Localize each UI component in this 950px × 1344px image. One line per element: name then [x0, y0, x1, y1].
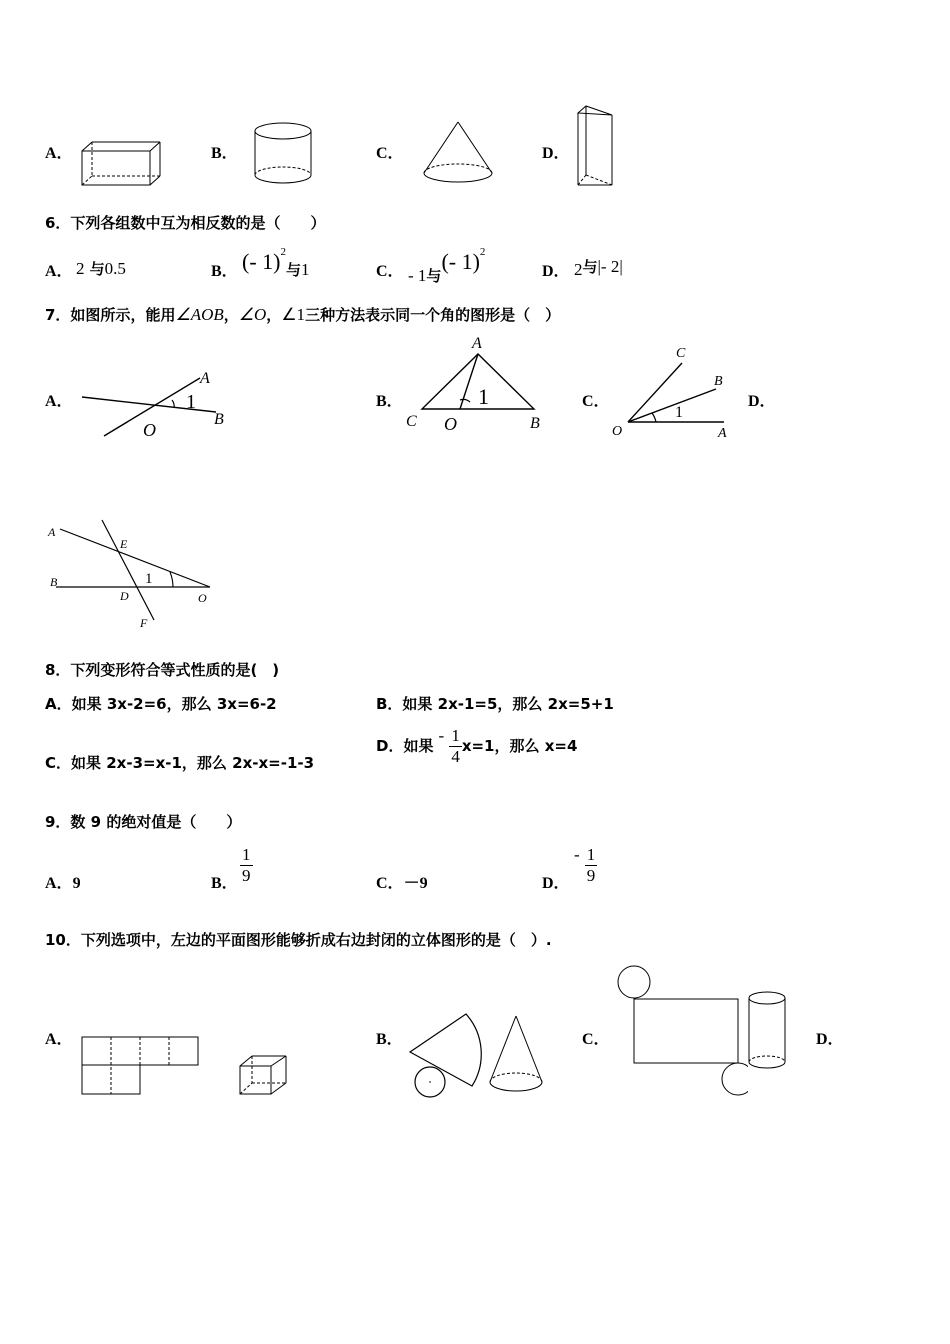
q9-b-num: 1 — [242, 845, 251, 864]
q7-option-c-label[interactable]: C． — [582, 393, 610, 410]
q7b-label-1: 1 — [478, 384, 489, 409]
q7-stem-angle-o: ∠O — [238, 305, 267, 324]
q6-c-right: (- 1) — [441, 249, 480, 274]
q7-stem-angle-1: ∠1 — [281, 305, 306, 324]
q6-c-mid: 与 — [426, 267, 442, 285]
q9-d-sign: - — [574, 845, 580, 864]
q9-c-letter: C． — [376, 875, 404, 892]
q7-stem-sep2: ， — [266, 306, 282, 324]
q7d-label-d: D — [120, 589, 129, 603]
q5-option-b-label[interactable]: B． — [211, 145, 238, 162]
q7a-label-a: A — [200, 370, 210, 387]
q7-option-d-label[interactable]: D． — [748, 393, 776, 410]
q10-sector-circle-net-figure — [404, 1010, 484, 1100]
q6-option-b-label[interactable]: B． — [211, 263, 238, 280]
q9-b-den: 9 — [242, 866, 251, 885]
q7-figure-d — [44, 516, 224, 634]
q7d-label-b: B — [50, 575, 58, 589]
q6-b-right: 1 — [301, 260, 310, 279]
q7b-label-a: A — [472, 335, 482, 352]
q5-option-d-label[interactable]: D． — [542, 145, 570, 162]
q6-b-exp: 2 — [280, 246, 286, 258]
q6-option-d-content — [574, 256, 623, 277]
q5-cone-figure — [420, 118, 496, 186]
q8-d-pre: D．如果 — [376, 737, 434, 755]
q10-option-d-label[interactable]: D． — [816, 1031, 844, 1048]
q9-option-d-label[interactable]: D． — [542, 875, 570, 892]
q9-option-b-fraction — [240, 845, 253, 886]
q6-a-mid: 与 — [89, 260, 105, 278]
q7b-label-b: B — [530, 415, 540, 432]
q8-option-a[interactable]: A．如果 3x-2=6，那么 3x=6-2 — [45, 695, 277, 713]
q8-d-post: x=1，那么 x=4 — [461, 737, 578, 755]
q7d-label-1: 1 — [145, 571, 153, 587]
q8-d-sign: - — [438, 726, 445, 745]
q8-option-b[interactable]: B．如果 2x-1=5，那么 2x=5+1 — [376, 695, 614, 713]
q9-option-a[interactable] — [45, 870, 81, 893]
q10-option-a-label[interactable]: A． — [45, 1031, 73, 1048]
q6-c-exp: 2 — [479, 246, 486, 258]
q7-option-b-label[interactable]: B． — [376, 393, 403, 410]
q7c-label-1: 1 — [675, 404, 683, 421]
q6-d-mid: 与 — [582, 258, 598, 276]
q7a-label-o: O — [143, 420, 156, 440]
q7d-label-e: E — [120, 537, 128, 551]
q7a-label-b: B — [214, 411, 224, 428]
q5-cylinder-figure — [252, 120, 316, 188]
q7a-label-1: 1 — [186, 391, 196, 413]
q9-a-letter: A． — [45, 875, 73, 892]
q9-option-b-label[interactable]: B． — [211, 875, 238, 892]
q10-cube-figure — [236, 1052, 292, 1098]
q6-a-left: 2 — [76, 259, 85, 278]
q6-stem: 6．下列各组数中互为相反数的是（ ） — [45, 214, 326, 232]
q6-option-a-label[interactable]: A． — [45, 263, 73, 280]
q6-d-right: |- 2| — [597, 257, 623, 276]
q9-d-num: 1 — [586, 845, 596, 864]
q6-a-right: 0.5 — [104, 259, 126, 278]
q6-b-left: (- 1) — [242, 249, 281, 274]
q7d-label-o: O — [198, 591, 207, 605]
q9-stem: 9．数 9 的绝对值是（ ） — [45, 813, 242, 831]
q9-c-value: －9 — [403, 875, 428, 892]
q6-option-a-content — [76, 258, 126, 279]
q10-stem: 10．下列选项中，左边的平面图形能够折成右边封闭的立体图形的是（ ）. — [45, 931, 552, 949]
q7b-label-o: O — [444, 414, 457, 434]
q7c-label-o: O — [612, 424, 623, 439]
q6-c-left: - 1 — [408, 266, 427, 285]
q8-stem: 8．下列变形符合等式性质的是( ) — [45, 661, 280, 679]
q5-rectangular-prism-figure — [78, 138, 164, 190]
q7-stem-post: 三种方法表示同一个角的图形是（ ） — [305, 306, 561, 324]
q9-a-value: 9 — [72, 875, 81, 892]
q7-figure-a — [78, 366, 238, 442]
q7d-label-a: A — [48, 525, 56, 539]
q8-option-c[interactable]: C．如果 2x-3=x-1，那么 2x-x=-1-3 — [45, 754, 315, 772]
q10-cube-net-figure — [78, 1033, 204, 1099]
q8-option-d[interactable] — [376, 728, 577, 769]
q10-option-b-label[interactable]: B． — [376, 1031, 403, 1048]
q7-figure-b — [402, 330, 552, 434]
q10-cylinder-figure — [744, 988, 792, 1074]
q7b-label-c: C — [406, 413, 417, 430]
q7d-label-f: F — [140, 616, 148, 630]
q7-stem-angle-aob: ∠AOB — [175, 305, 224, 324]
q7-stem-pre: 7．如图所示，能用 — [45, 306, 176, 324]
q5-option-c-label[interactable]: C． — [376, 145, 404, 162]
q6-option-d-label[interactable]: D． — [542, 263, 570, 280]
q7-stem-sep1: ， — [223, 306, 239, 324]
q7-figure-c — [608, 343, 738, 443]
q7-option-a-label[interactable]: A． — [45, 393, 73, 410]
q6-d-left: 2 — [574, 260, 583, 279]
q9-option-c[interactable] — [376, 870, 428, 893]
q7c-label-a: A — [718, 426, 727, 441]
q6-option-b-content — [242, 246, 310, 279]
q8-d-fraction — [449, 726, 462, 767]
q5-option-a-label[interactable]: A． — [45, 145, 73, 162]
q10-option-c-label[interactable]: C． — [582, 1031, 610, 1048]
q6-option-c-content — [408, 246, 486, 285]
q5-triangular-prism-figure — [572, 103, 618, 189]
q7-stem — [45, 304, 560, 325]
q9-option-d-fraction — [574, 845, 597, 886]
q9-d-den: 9 — [586, 866, 596, 885]
q6-option-c-label[interactable]: C． — [376, 263, 404, 280]
q7c-label-b: B — [714, 374, 723, 389]
q7c-label-c: C — [676, 346, 686, 361]
q10-cylinder-net-figure — [612, 962, 748, 1098]
q8-d-num: 1 — [451, 726, 460, 745]
q8-d-den: 4 — [451, 747, 460, 766]
q10-cone-figure — [486, 1012, 548, 1098]
q6-b-mid: 与 — [285, 261, 301, 279]
